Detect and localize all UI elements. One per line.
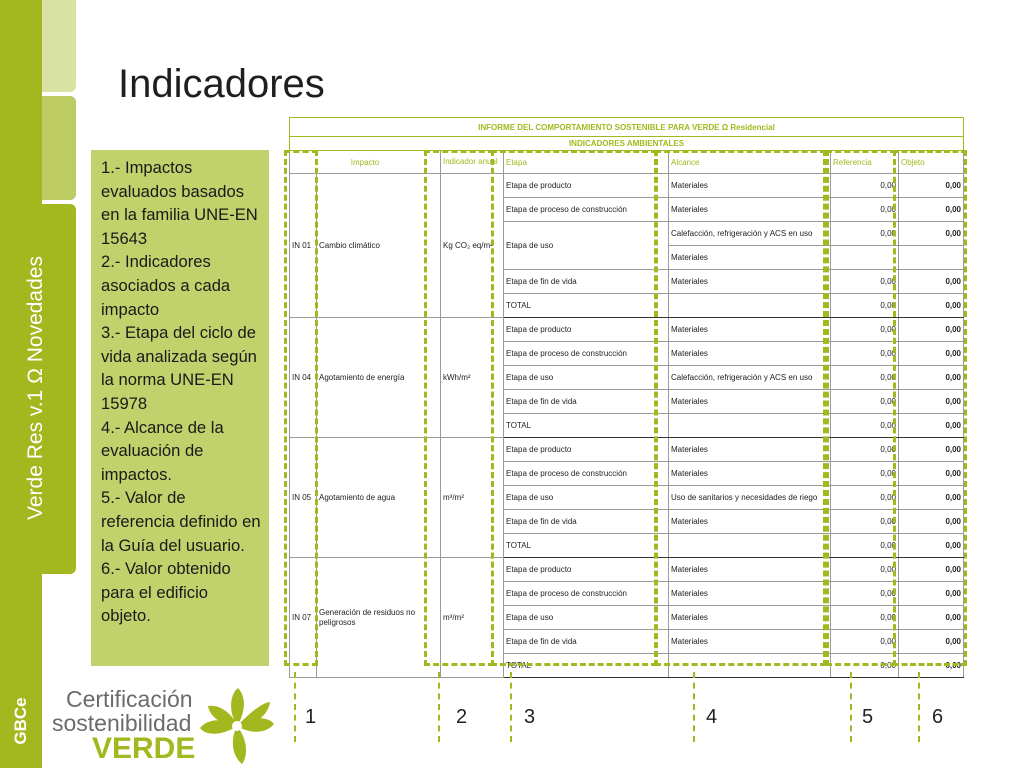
- referencia-cell: 0,00: [831, 606, 899, 630]
- alcance-cell: Calefacción, refrigeración y ACS en uso: [669, 366, 831, 390]
- alcance-cell: Materiales: [669, 198, 831, 222]
- etapa-cell: Etapa de producto: [504, 558, 669, 582]
- alcance-cell: Uso de sanitarios y necesidades de riego: [669, 486, 831, 510]
- objeto-cell: 0,00: [899, 270, 964, 294]
- alcance-cell: Materiales: [669, 582, 831, 606]
- column-marker-line: [294, 672, 296, 742]
- referencia-cell: 0,00: [831, 414, 899, 438]
- header-objeto: Objeto: [899, 151, 964, 174]
- alcance-cell: [669, 294, 831, 318]
- referencia-cell: 0,00: [831, 222, 899, 246]
- objeto-cell: 0,00: [899, 222, 964, 246]
- side-tab-middle: [42, 96, 76, 200]
- alcance-cell: Materiales: [669, 606, 831, 630]
- side-tab-top: [42, 0, 76, 92]
- objeto-cell: 0,00: [899, 342, 964, 366]
- objeto-cell: 0,00: [899, 294, 964, 318]
- referencia-cell: 0,00: [831, 270, 899, 294]
- etapa-cell: Etapa de fin de vida: [504, 390, 669, 414]
- column-marker-line: [850, 672, 852, 742]
- referencia-cell: 0,00: [831, 654, 899, 678]
- etapa-cell: Etapa de proceso de construcción: [504, 198, 669, 222]
- referencia-cell: 0,00: [831, 342, 899, 366]
- column-marker-number: 2: [456, 706, 468, 728]
- impact-name: Agotamiento de energía: [317, 318, 441, 438]
- objeto-cell: 0,00: [899, 606, 964, 630]
- vertical-section-title: Verde Res v.1 Ω Novedades: [24, 256, 47, 520]
- note-item: 6.- Valor obtenido para el edificio objeto.: [101, 559, 231, 626]
- etapa-cell: TOTAL: [504, 414, 669, 438]
- alcance-cell: Materiales: [669, 558, 831, 582]
- referencia-cell: [831, 246, 899, 270]
- referencia-cell: 0,00: [831, 438, 899, 462]
- impact-code: IN 05: [290, 438, 317, 558]
- alcance-cell: Materiales: [669, 246, 831, 270]
- alcance-cell: Materiales: [669, 174, 831, 198]
- referencia-cell: 0,00: [831, 558, 899, 582]
- etapa-cell: Etapa de proceso de construcción: [504, 582, 669, 606]
- referencia-cell: 0,00: [831, 294, 899, 318]
- notes-box: [91, 150, 269, 666]
- column-marker-number: 5: [862, 706, 874, 728]
- objeto-cell: 0,00: [899, 582, 964, 606]
- objeto-cell: 0,00: [899, 462, 964, 486]
- objeto-cell: [899, 246, 964, 270]
- alcance-cell: Materiales: [669, 342, 831, 366]
- impact-name: Agotamiento de agua: [317, 438, 441, 558]
- header-impacto: Impacto: [290, 151, 441, 174]
- header-indicador: Indicador anual: [441, 151, 504, 174]
- table-row: [290, 174, 964, 198]
- etapa-cell: Etapa de fin de vida: [504, 510, 669, 534]
- referencia-cell: 0,00: [831, 510, 899, 534]
- impact-code: IN 04: [290, 318, 317, 438]
- etapa-cell: Etapa de fin de vida: [504, 270, 669, 294]
- column-marker-line: [918, 672, 920, 742]
- header-etapa: Etapa: [504, 151, 669, 174]
- leaf-logo-icon: [198, 686, 276, 766]
- report-table-container: [289, 117, 963, 678]
- etapa-cell: Etapa de uso: [504, 606, 669, 630]
- objeto-cell: 0,00: [899, 510, 964, 534]
- alcance-cell: Materiales: [669, 270, 831, 294]
- objeto-cell: 0,00: [899, 534, 964, 558]
- alcance-cell: [669, 534, 831, 558]
- objeto-cell: 0,00: [899, 486, 964, 510]
- header-referencia: Referencia: [831, 151, 899, 174]
- report-title: INFORME DEL COMPORTAMIENTO SOSTENIBLE PARA VERDE Ω Residencial: [290, 118, 964, 137]
- header-alcance: Alcance: [669, 151, 831, 174]
- impact-name: Generación de residuos no peligrosos: [317, 558, 441, 678]
- objeto-cell: 0,00: [899, 438, 964, 462]
- note-item: 3.- Etapa del ciclo de vida analizada según la norma UNE-EN 15978: [101, 323, 257, 413]
- alcance-cell: Calefacción, refrigeración y ACS en uso: [669, 222, 831, 246]
- etapa-cell: Etapa de fin de vida: [504, 630, 669, 654]
- alcance-cell: Materiales: [669, 630, 831, 654]
- objeto-cell: 0,00: [899, 318, 964, 342]
- etapa-cell: TOTAL: [504, 534, 669, 558]
- etapa-cell: Etapa de uso: [504, 486, 669, 510]
- report-table: [289, 117, 964, 678]
- referencia-cell: 0,00: [831, 174, 899, 198]
- column-marker-line: [510, 672, 512, 742]
- etapa-cell: Etapa de uso: [504, 222, 669, 270]
- referencia-cell: 0,00: [831, 318, 899, 342]
- referencia-cell: 0,00: [831, 534, 899, 558]
- logo-certificacion: Certificación: [66, 686, 193, 712]
- etapa-cell: Etapa de uso: [504, 366, 669, 390]
- objeto-cell: 0,00: [899, 174, 964, 198]
- objeto-cell: 0,00: [899, 414, 964, 438]
- referencia-cell: 0,00: [831, 582, 899, 606]
- logo-verde: VERDE: [92, 732, 196, 765]
- note-item: 2.- Indicadores asociados a cada impacto: [101, 252, 231, 319]
- alcance-cell: Materiales: [669, 462, 831, 486]
- column-marker-number: 3: [524, 706, 536, 728]
- column-marker-number: 4: [706, 706, 718, 728]
- indicator-unit: m³/m²: [441, 438, 504, 558]
- alcance-cell: [669, 414, 831, 438]
- indicator-unit: m³/m²: [441, 558, 504, 678]
- etapa-cell: TOTAL: [504, 294, 669, 318]
- impact-code: IN 01: [290, 174, 317, 318]
- alcance-cell: Materiales: [669, 390, 831, 414]
- column-marker-number: 6: [932, 706, 944, 728]
- objeto-cell: 0,00: [899, 558, 964, 582]
- column-marker-line: [438, 672, 440, 742]
- objeto-cell: 0,00: [899, 390, 964, 414]
- alcance-cell: Materiales: [669, 438, 831, 462]
- indicator-unit: kWh/m²: [441, 318, 504, 438]
- table-row: [290, 318, 964, 342]
- page-title: Indicadores: [118, 62, 325, 106]
- etapa-cell: Etapa de producto: [504, 438, 669, 462]
- etapa-cell: Etapa de producto: [504, 174, 669, 198]
- indicator-unit: Kg CO₂ eq/m²: [441, 174, 504, 318]
- note-item: 4.- Alcance de la evaluación de impactos.: [101, 417, 224, 484]
- etapa-cell: Etapa de proceso de construcción: [504, 342, 669, 366]
- referencia-cell: 0,00: [831, 486, 899, 510]
- table-row: [290, 558, 964, 582]
- alcance-cell: Materiales: [669, 318, 831, 342]
- column-marker-line: [693, 672, 695, 742]
- gbce-logo: GBCe: [11, 697, 30, 745]
- column-marker-number: 1: [305, 706, 317, 728]
- referencia-cell: 0,00: [831, 630, 899, 654]
- note-item: 1.- Impactos evaluados basados en la familia UNE-EN 15643: [101, 158, 258, 248]
- objeto-cell: 0,00: [899, 654, 964, 678]
- objeto-cell: 0,00: [899, 630, 964, 654]
- referencia-cell: 0,00: [831, 462, 899, 486]
- report-subtitle: INDICADORES AMBIENTALES: [290, 137, 964, 151]
- note-item: 5.- Valor de referencia definido en la Guía del usuario.: [101, 488, 261, 555]
- alcance-cell: Materiales: [669, 510, 831, 534]
- etapa-cell: Etapa de producto: [504, 318, 669, 342]
- impact-name: Cambio climático: [317, 174, 441, 318]
- objeto-cell: 0,00: [899, 366, 964, 390]
- referencia-cell: 0,00: [831, 390, 899, 414]
- etapa-cell: Etapa de proceso de construcción: [504, 462, 669, 486]
- table-row: [290, 438, 964, 462]
- objeto-cell: 0,00: [899, 198, 964, 222]
- referencia-cell: 0,00: [831, 198, 899, 222]
- logo-sostenibilidad: sostenibilidad: [52, 710, 192, 736]
- etapa-cell: TOTAL: [504, 654, 669, 678]
- referencia-cell: 0,00: [831, 366, 899, 390]
- impact-code: IN 07: [290, 558, 317, 678]
